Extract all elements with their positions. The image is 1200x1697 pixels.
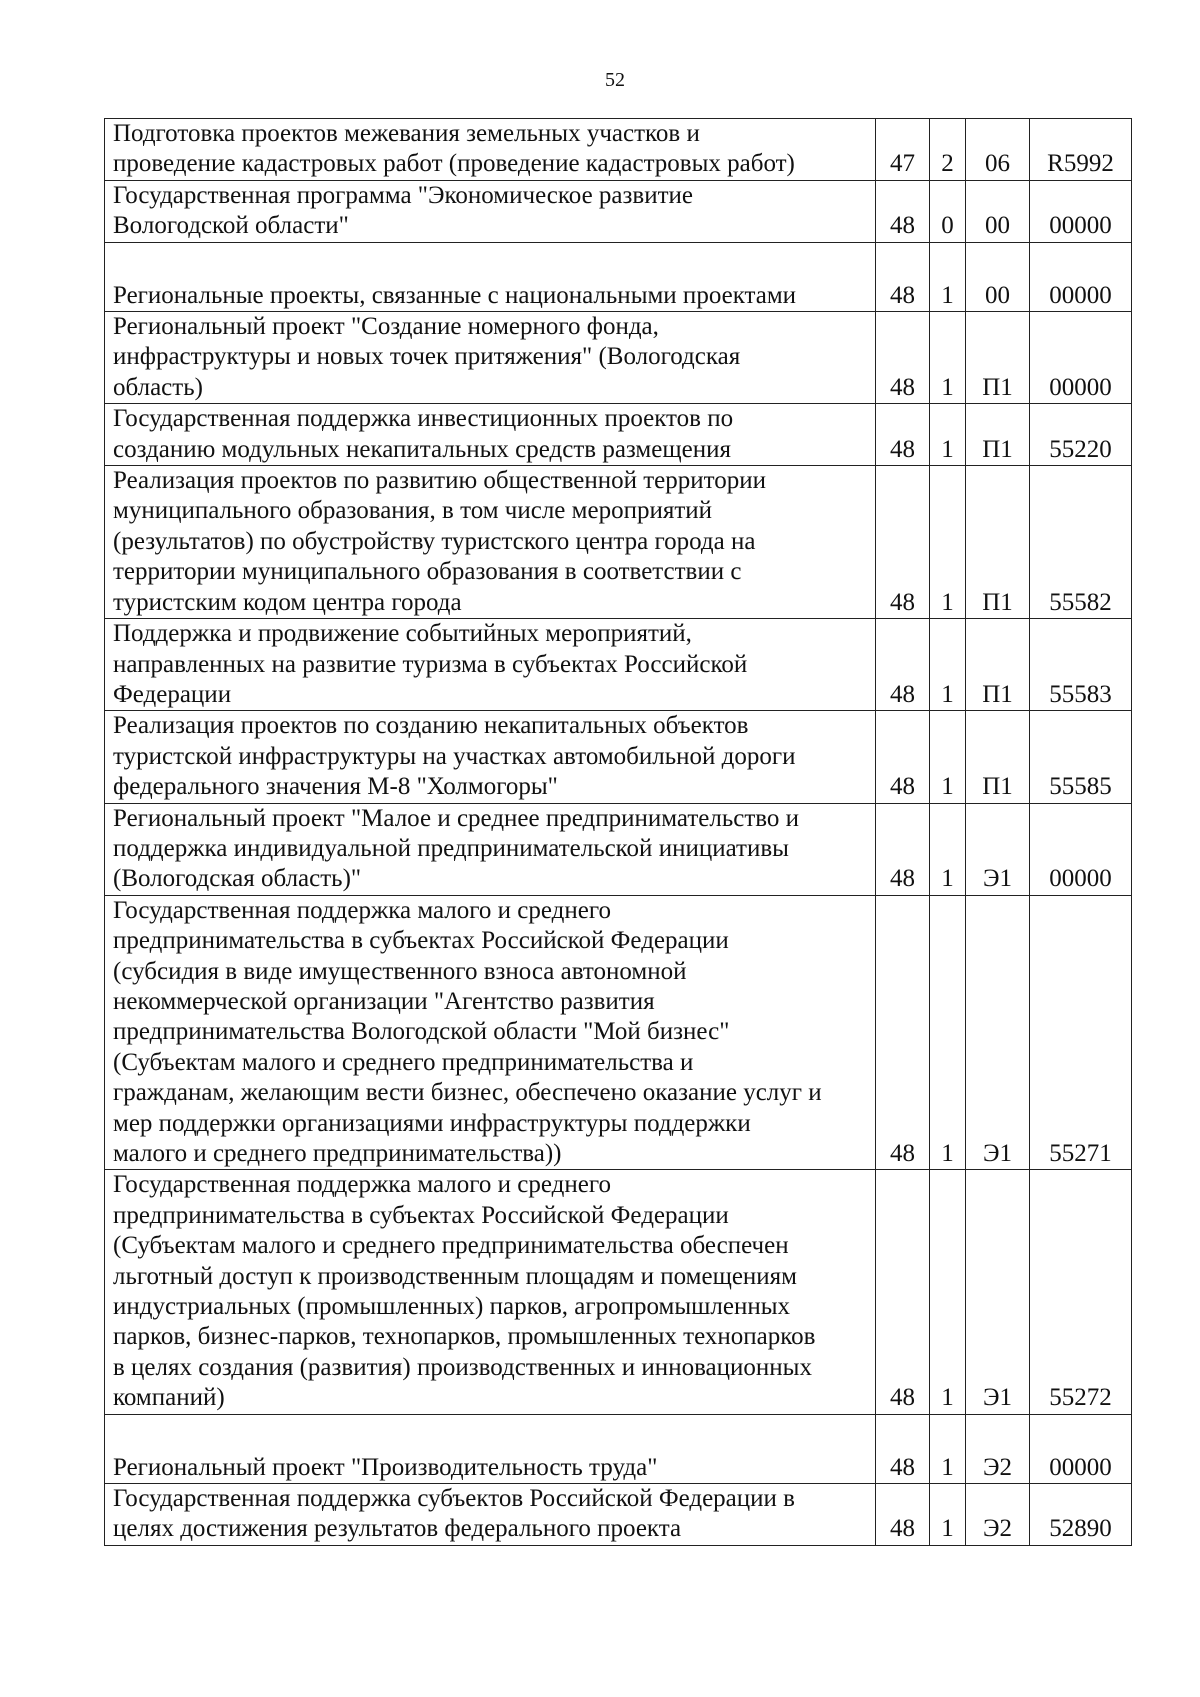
subprogram-code-cell: 1 [930, 404, 966, 466]
row-name-cell [105, 711, 876, 803]
row-name-line: (результатов) по обустройству туристского центра города на [113, 527, 756, 555]
direction-code-cell: 00000 [1030, 180, 1132, 242]
row-name-line: туристским кодом центра города [113, 588, 462, 616]
table-row [105, 466, 1132, 619]
subprogram-code-cell: 1 [930, 1484, 966, 1546]
program-code-cell: 48 [876, 180, 930, 242]
program-code-cell: 48 [876, 1414, 930, 1483]
row-name-line: целях достижения результатов федерального проекта [113, 1515, 682, 1543]
row-name-line: Государственная поддержка малого и среднего [113, 1171, 611, 1199]
subprogram-code-cell: 2 [930, 119, 966, 181]
row-name-cell [105, 119, 876, 181]
project-code-cell: П1 [966, 404, 1030, 466]
table-row [105, 1484, 1132, 1546]
row-name-line: предпринимательства в субъектах Российской Федерации [113, 1201, 729, 1229]
row-name-line: область) [113, 373, 203, 401]
row-name-line: Реализация проектов по развитию общественной территории [113, 467, 766, 495]
project-code-cell: Э1 [966, 895, 1030, 1170]
program-code-cell: 48 [876, 404, 930, 466]
table-row [105, 404, 1132, 466]
program-code-cell: 48 [876, 1170, 930, 1414]
row-name-line: гражданам, желающим вести бизнес, обеспечено оказание услуг и [113, 1079, 822, 1107]
direction-code-cell: 00000 [1030, 242, 1132, 311]
project-code-cell: П1 [966, 312, 1030, 404]
subprogram-code-cell: 1 [930, 242, 966, 311]
program-code-cell: 48 [876, 312, 930, 404]
row-name-cell [105, 1484, 876, 1546]
project-code-cell: Э2 [966, 1414, 1030, 1483]
row-name-line: (Субъектам малого и среднего предпринимательства обеспечен [113, 1232, 789, 1260]
row-name-cell [105, 404, 876, 466]
row-name-line: федерального значения М-8 "Холмогоры" [113, 773, 558, 801]
subprogram-code-cell: 1 [930, 711, 966, 803]
subprogram-code-cell: 0 [930, 180, 966, 242]
row-name-line: малого и среднего предпринимательства)) [113, 1140, 562, 1167]
row-name-cell [105, 180, 876, 242]
row-name-line: созданию модульных некапитальных средств размещения [113, 435, 731, 463]
row-name-line: Региональные проекты, связанные с национальными проектами [113, 281, 797, 309]
row-name-line: направленных на развитие туризма в субъектах Российской [113, 650, 748, 678]
row-name-line: парков, бизнес-парков, технопарков, промышленных технопарков [113, 1323, 816, 1351]
subprogram-code-cell: 1 [930, 312, 966, 404]
row-name-cell [105, 312, 876, 404]
project-code-cell: П1 [966, 466, 1030, 619]
row-name-line: Государственная поддержка субъектов Российской Федерации в [113, 1485, 795, 1513]
row-name-line: мер поддержки организациями инфраструктуры поддержки [113, 1109, 751, 1137]
budget-classification-table [104, 118, 1132, 1546]
project-code-cell: 06 [966, 119, 1030, 181]
table-row [105, 803, 1132, 895]
row-name-line: предпринимательства Вологодской области "Мой бизнес" [113, 1018, 730, 1046]
project-code-cell: П1 [966, 619, 1030, 711]
row-name-line: (Субъектам малого и среднего предпринимательства и [113, 1048, 694, 1076]
row-name-line: Региональный проект "Создание номерного фонда, [113, 313, 659, 341]
table-body [105, 119, 1132, 1546]
row-name-line: (субсидия в виде имущественного взноса автономной [113, 957, 687, 985]
program-code-cell: 48 [876, 619, 930, 711]
row-name-line: Подготовка проектов межевания земельных участков и [113, 120, 700, 147]
subprogram-code-cell: 1 [930, 1414, 966, 1483]
table-row [105, 242, 1132, 311]
subprogram-code-cell: 1 [930, 619, 966, 711]
project-code-cell: 00 [966, 180, 1030, 242]
row-name-cell [105, 803, 876, 895]
row-name-line: Реализация проектов по созданию некапитальных объектов [113, 712, 749, 740]
row-name-line: Региональный проект "Малое и среднее предпринимательство и [113, 804, 800, 832]
table-row [105, 119, 1132, 181]
project-code-cell: 00 [966, 242, 1030, 311]
direction-code-cell: 55583 [1030, 619, 1132, 711]
project-code-cell: П1 [966, 711, 1030, 803]
row-name-line: предпринимательства в субъектах Российской Федерации [113, 927, 729, 955]
row-name-line: Государственная программа "Экономическое развитие [113, 181, 693, 209]
row-name-line: туристской инфраструктуры на участках автомобильной дороги [113, 742, 796, 770]
row-name-line: (Вологодская область)" [113, 865, 362, 893]
page-number: 52 [605, 69, 625, 91]
row-name-line: Государственная поддержка малого и среднего [113, 896, 611, 924]
row-name-line: Вологодской области" [113, 212, 349, 240]
direction-code-cell: R5992 [1030, 119, 1132, 181]
row-name-line: Региональный проект "Производительность труда" [113, 1453, 658, 1481]
row-name-cell [105, 466, 876, 619]
direction-code-cell: 00000 [1030, 803, 1132, 895]
table-row [105, 895, 1132, 1170]
row-name-line: индустриальных (промышленных) парков, агропромышленных [113, 1293, 791, 1321]
subprogram-code-cell: 1 [930, 466, 966, 619]
row-name-line: Поддержка и продвижение событийных мероприятий, [113, 620, 692, 648]
row-name-cell [105, 242, 876, 311]
row-name-cell [105, 1170, 876, 1414]
table-row [105, 619, 1132, 711]
program-code-cell: 48 [876, 242, 930, 311]
program-code-cell: 47 [876, 119, 930, 181]
program-code-cell: 48 [876, 466, 930, 619]
direction-code-cell: 52890 [1030, 1484, 1132, 1546]
table-row [105, 1170, 1132, 1414]
row-name-cell [105, 1414, 876, 1483]
row-name-cell [105, 895, 876, 1170]
program-code-cell: 48 [876, 803, 930, 895]
row-name-line: Государственная поддержка инвестиционных проектов по [113, 405, 734, 433]
subprogram-code-cell: 1 [930, 1170, 966, 1414]
table-row [105, 312, 1132, 404]
row-name-line: Федерации [113, 680, 232, 708]
direction-code-cell: 55220 [1030, 404, 1132, 466]
row-name-line: муниципального образования, в том числе мероприятий [113, 497, 713, 525]
direction-code-cell: 55271 [1030, 895, 1132, 1170]
direction-code-cell: 00000 [1030, 312, 1132, 404]
subprogram-code-cell: 1 [930, 803, 966, 895]
project-code-cell: Э1 [966, 1170, 1030, 1414]
row-name-line: некоммерческой организации "Агентство развития [113, 987, 655, 1015]
program-code-cell: 48 [876, 895, 930, 1170]
row-name-line: поддержка индивидуальной предпринимательской инициативы [113, 834, 789, 862]
table-row [105, 711, 1132, 803]
program-code-cell: 48 [876, 1484, 930, 1546]
row-name-line: инфраструктуры и новых точек притяжения" (Вологодская [113, 343, 741, 371]
program-code-cell: 48 [876, 711, 930, 803]
row-name-line: компаний) [113, 1384, 225, 1412]
row-name-line: территории муниципального образования в соответствии с [113, 558, 742, 586]
row-name-line: льготный доступ к производственным площадям и помещениям [113, 1262, 797, 1290]
direction-code-cell: 55272 [1030, 1170, 1132, 1414]
subprogram-code-cell: 1 [930, 895, 966, 1170]
direction-code-cell: 55582 [1030, 466, 1132, 619]
direction-code-cell: 00000 [1030, 1414, 1132, 1483]
project-code-cell: Э2 [966, 1484, 1030, 1546]
row-name-line: проведение кадастровых работ (проведение кадастровых работ) [113, 150, 795, 178]
row-name-line: в целях создания (развития) производственных и инновационных [113, 1353, 812, 1381]
table-row [105, 1414, 1132, 1483]
row-name-cell [105, 619, 876, 711]
project-code-cell: Э1 [966, 803, 1030, 895]
table-row [105, 180, 1132, 242]
direction-code-cell: 55585 [1030, 711, 1132, 803]
